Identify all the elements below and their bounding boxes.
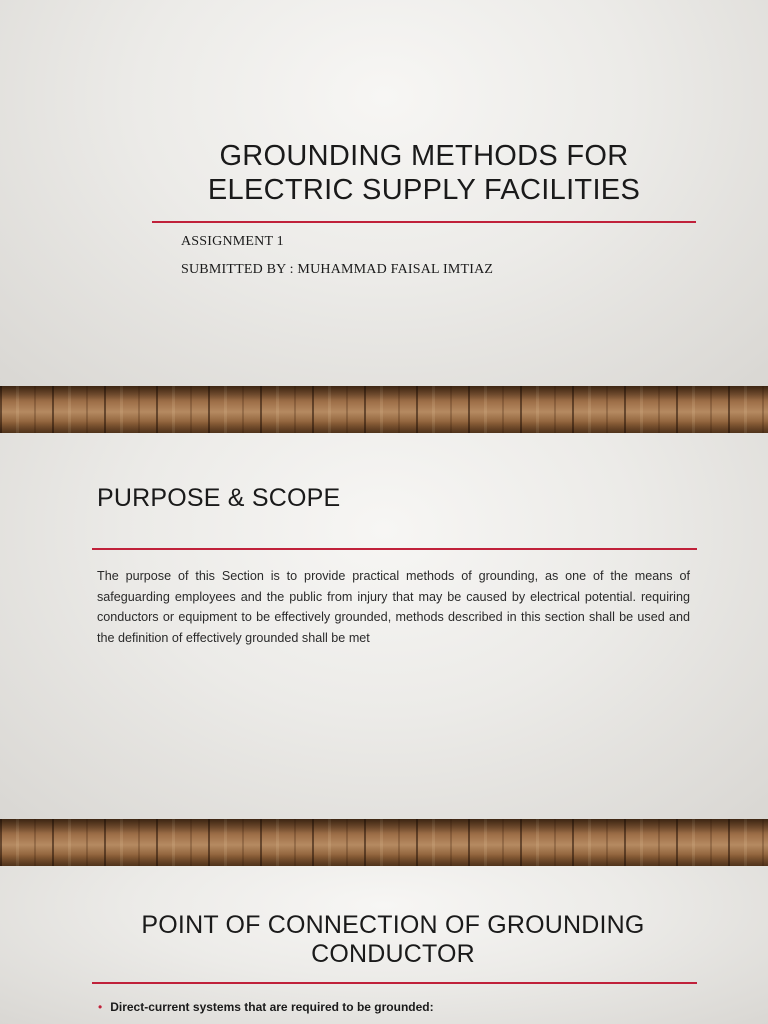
slide-1-title-line-2: ELECTRIC SUPPLY FACILITIES: [207, 174, 641, 206]
slide-3-title-rule: [92, 982, 697, 984]
slide-2-title: PURPOSE & SCOPE: [97, 484, 341, 512]
wood-floor-strip-2: [0, 819, 768, 866]
slide-1-assignment-label: ASSIGNMENT 1: [181, 234, 284, 249]
slide-2-title-rule: [92, 548, 697, 550]
wood-floor-strip-1: [0, 386, 768, 433]
slide-point-of-connection: [0, 866, 768, 1024]
slide-title: [0, 0, 768, 386]
slide-3-bullet-item: [98, 1000, 434, 1014]
bullet-dot-icon: •: [98, 1000, 103, 1014]
slide-3-title-line-1: POINT OF CONNECTION OF GROUNDING: [141, 911, 645, 939]
slide-1-title-rule: [152, 221, 696, 223]
slide-2-body-text: The purpose of this Section is to provide practical methods of grounding, as one of the means of safeguarding employees and the public from injury that may be caused by electrical potential. requiring conductors or equipment to be effectively grounded, methods described in this section shall be used and the definition of effectively grounded shall be met: [97, 569, 690, 645]
slide-1-title-line-1: GROUNDING METHODS FOR: [219, 140, 629, 172]
slide-3-title-line-2: CONDUCTOR: [311, 940, 475, 968]
slide-purpose-scope: [0, 433, 768, 819]
slide-3-bullet-text: Direct-current systems that are required to be grounded:: [110, 1000, 434, 1014]
slide-1-submitted-by: SUBMITTED BY : MUHAMMAD FAISAL IMTIAZ: [181, 262, 494, 277]
